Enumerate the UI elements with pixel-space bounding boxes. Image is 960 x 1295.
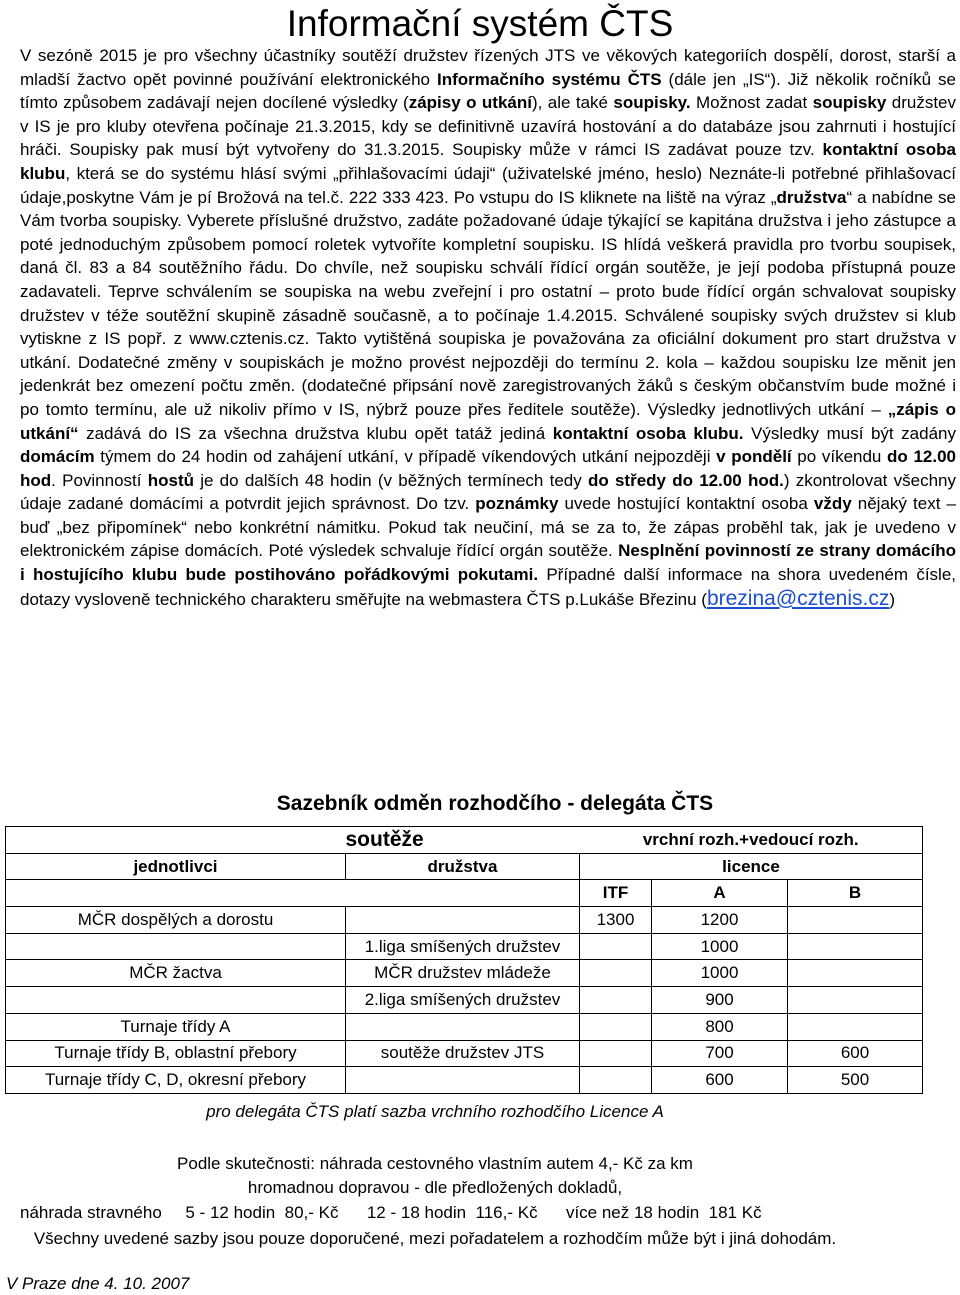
cell-a: 900 <box>652 987 788 1014</box>
cell-itf <box>580 933 652 960</box>
text-run: družstev v IS je pro kluby otevřena počínaje 21.3.2015, kdy se definitivně uzavírá hostování a do databáze jsou zahrnuti i hostující hráči. Soupisky pak musí být vytvořeny do 31.3.2015. Soupisky může v rámci IS zadávat pouze tzv. <box>20 93 957 160</box>
cell-b: 600 <box>788 1040 923 1067</box>
table-row <box>6 987 923 1014</box>
bold-text: soupisky. <box>613 93 691 113</box>
cell-b: 500 <box>788 1067 923 1094</box>
table-row <box>6 907 923 934</box>
text-run: “ a nabídne se Vám tvorba soupisky. Vyberete příslušné družstvo, zadáte požadované údaje týkající se kapitána družstva i jeho zástupce a poté jednoduchým způsobem pomocí roletek vytvoříte kompletní soupisku. IS hlídá veškerá pravidla pro tvorbu soupisek, daná čl. 83 a 84 soutěžního řádu. Do chvíle, než soupisku schválí řídící orgán soutěže, je její podoba přístupná pouze zadavateli. Teprve schválením se soupiska na webu zveřejní i pro ostatní – proto bude řídící orgán schvalovat soupisky družstev v téže soutěžní skupině zásadně současně, a to počínaje 1.4.2015. Schválené soupisky svých družstev si klub vytiskne z IS popř. z www.cztenis.cz. Takto vytištěná soupiska je považována za oficiální dokument pro start družstva v utkání. Dodatečné změny v soupiskách je možno provést nejpozději do termínu 2. kola – každou soupisku lze měnit jen jedenkrát bez omezení počtu změn. (dodatečné připsání nově zaregistrovaných žáků s českým občanstvím bude možné i po tomto termínu, ale už nikoliv přímo v IS, nýbrž pouze přes ředitele soutěže). Výsledky jednotlivých utkání – <box>20 187 956 419</box>
bold-text: do středy do 12.00 hod. <box>587 470 784 490</box>
cell-druzstva: MČR družstev mládeže <box>346 960 580 987</box>
bold-text: vždy <box>813 494 852 514</box>
cell-itf <box>580 960 652 987</box>
cell-druzstva <box>346 907 580 934</box>
cell-jednotlivci: Turnaje třídy B, oblastní přebory <box>6 1040 346 1067</box>
footer-travel: Podle skutečnosti: náhrada cestovného vlastním autem 4,- Kč za km <box>177 1154 693 1173</box>
meal-rate-3: více než 18 hodin 181 Kč <box>565 1203 762 1222</box>
footer-disclaimer: Všechny uvedené sazby jsou pouze doporučené, mezi pořadatelem a rozhodčím může být i jiná dohodám. <box>33 1229 837 1248</box>
meal-label: náhrada stravného <box>20 1203 162 1222</box>
fees-title: Sazebník odměn rozhodčího - delegáta ČTS <box>276 792 714 815</box>
cell-b <box>788 933 923 960</box>
bold-text: Nesplnění povinností ze strany domácího i hostujícího klubu bude postihováno pořádkovými pokutami. <box>20 541 956 585</box>
cell-a: 1000 <box>652 933 788 960</box>
text-run: Případné další informace na shora uvedeném čísle, dotazy vysloveně technického charakteru směřujte na webmastera ČTS p.Lukáše Březinu ( <box>20 565 956 609</box>
text-run: (dále jen „IS“). Již několik ročníků se tímto způsobem zadávají nejen docílené výsledky ( <box>20 69 956 113</box>
page-title: Informační systém ČTS <box>286 3 674 44</box>
cell-druzstva: 1.liga smíšených družstev <box>346 933 580 960</box>
cell-a: 800 <box>652 1013 788 1040</box>
cell-jednotlivci: Turnaje třídy A <box>6 1013 346 1040</box>
cell-jednotlivci <box>6 933 346 960</box>
table-header-row <box>6 827 923 854</box>
table-row <box>6 1013 923 1040</box>
cell-b <box>788 1013 923 1040</box>
bold-text: „zápis o utkání“ <box>20 399 956 443</box>
cell-a: 1000 <box>652 960 788 987</box>
bold-text: družstva <box>776 187 847 207</box>
cell-itf <box>580 987 652 1014</box>
bold-text: kontaktní osoba klubu <box>20 140 956 183</box>
text-run: ) <box>889 589 896 609</box>
text-run: nějaký text – buď „bez připomínek“ nebo konkrétní námitku. Pokud tak neučiní, má se za to, že zápas proběhl tak, jak je uvedeno v elektronickém zápise domácích. Poté výsledek schvaluje řídící orgán soutěže. <box>20 494 956 561</box>
text-run: . Povinností <box>51 470 148 490</box>
text-run: ) zkontrolovat všechny údaje zadané domácími a potvrdit jejich správnost. Do tzv. <box>20 470 956 514</box>
info-paragraph <box>20 44 956 611</box>
text-run: je do dalších 48 hodin (v běžných termínech tedy <box>194 470 588 490</box>
header-licence: licence <box>580 853 923 880</box>
cell-itf <box>580 1040 652 1067</box>
cell-itf <box>580 1013 652 1040</box>
cell-itf: 1300 <box>580 907 652 934</box>
bold-text: zápisy o utkání <box>408 93 532 113</box>
cell-druzstva: 2.liga smíšených družstev <box>346 987 580 1014</box>
cell-druzstva <box>346 1067 580 1094</box>
table-row <box>6 1067 923 1094</box>
header-vrchni: vrchní rozh.+vedoucí rozh. <box>580 827 923 854</box>
header-druzstva: družstva <box>346 853 580 880</box>
fees-table <box>5 826 923 1094</box>
text-run: po víkendu <box>791 447 888 467</box>
text-run: uvede hostující kontaktní osoba <box>558 494 814 514</box>
header-a: A <box>652 880 788 907</box>
fees-note: pro delegáta ČTS platí sazba vrchního rozhodčího Licence A <box>206 1102 664 1121</box>
table-row <box>6 960 923 987</box>
table-row <box>6 1040 923 1067</box>
cell-jednotlivci: MČR dospělých a dorostu <box>6 907 346 934</box>
meal-rate-2: 12 - 18 hodin 116,- Kč <box>366 1203 538 1222</box>
header-souteze: soutěže <box>346 827 580 854</box>
cell-a: 600 <box>652 1067 788 1094</box>
bold-text: v pondělí <box>716 447 792 467</box>
bold-text: kontaktní osoba klubu. <box>552 423 744 443</box>
cell-itf <box>580 1067 652 1094</box>
cell-b <box>788 907 923 934</box>
text-run: Výsledky musí být zadány <box>743 423 956 443</box>
text-run: týmem do 24 hodin od zahájení utkání, v případě víkendových utkání nejpozději <box>94 447 717 467</box>
bold-text: poznámky <box>475 494 559 514</box>
header-b: B <box>788 880 923 907</box>
table-header-row <box>6 880 923 907</box>
bold-text: do 12.00 hod <box>20 447 956 490</box>
meal-rate-1: 5 - 12 hodin 80,- Kč <box>185 1203 339 1222</box>
cell-druzstva <box>346 1013 580 1040</box>
header-itf: ITF <box>580 880 652 907</box>
cell-druzstva: soutěže družstev JTS <box>346 1040 580 1067</box>
text-run: Možnost zadat <box>690 93 813 113</box>
text-run: V sezóně 2015 je pro všechny účastníky soutěží družstev řízených JTS ve věkových kategoriích dospělí, dorost, starší a mladší žactvo opět povinné používání elektronického <box>20 46 956 89</box>
text-run: zadává do IS za všechna družstva klubu opět tatáž jediná <box>78 423 553 443</box>
cell-b <box>788 987 923 1014</box>
bold-text: hostů <box>147 470 194 490</box>
bold-text: domácím <box>20 447 95 467</box>
text-run: ), ale také <box>531 93 614 113</box>
text-run: , která se do systému hlásí svými „přihlašovacími údaji“ (uživatelské jméno, heslo) Neznáte-li potřebné přihlašovací údaje,poskytne Vám je pí Brožová na tel.č. 222 333 423. Po vstupu do IS kliknete na liště na výraz „ <box>20 163 956 207</box>
cell-jednotlivci: Turnaje třídy C, D, okresní přebory <box>6 1067 346 1094</box>
document-date: V Praze dne 4. 10. 2007 <box>6 1274 190 1293</box>
header-jednotlivci: jednotlivci <box>6 853 346 880</box>
bold-text: soupisky <box>812 93 887 113</box>
footer-transport: hromadnou dopravou - dle předložených dokladů, <box>247 1178 623 1197</box>
table-row <box>6 933 923 960</box>
cell-jednotlivci: MČR žactva <box>6 960 346 987</box>
cell-b <box>788 960 923 987</box>
bold-text: Informačního systému ČTS <box>436 69 662 89</box>
email-link[interactable]: brezina@cztenis.cz <box>706 586 890 610</box>
cell-jednotlivci <box>6 987 346 1014</box>
cell-a: 700 <box>652 1040 788 1067</box>
footer-meal <box>20 1203 762 1223</box>
table-header-row <box>6 853 923 880</box>
cell-a: 1200 <box>652 907 788 934</box>
